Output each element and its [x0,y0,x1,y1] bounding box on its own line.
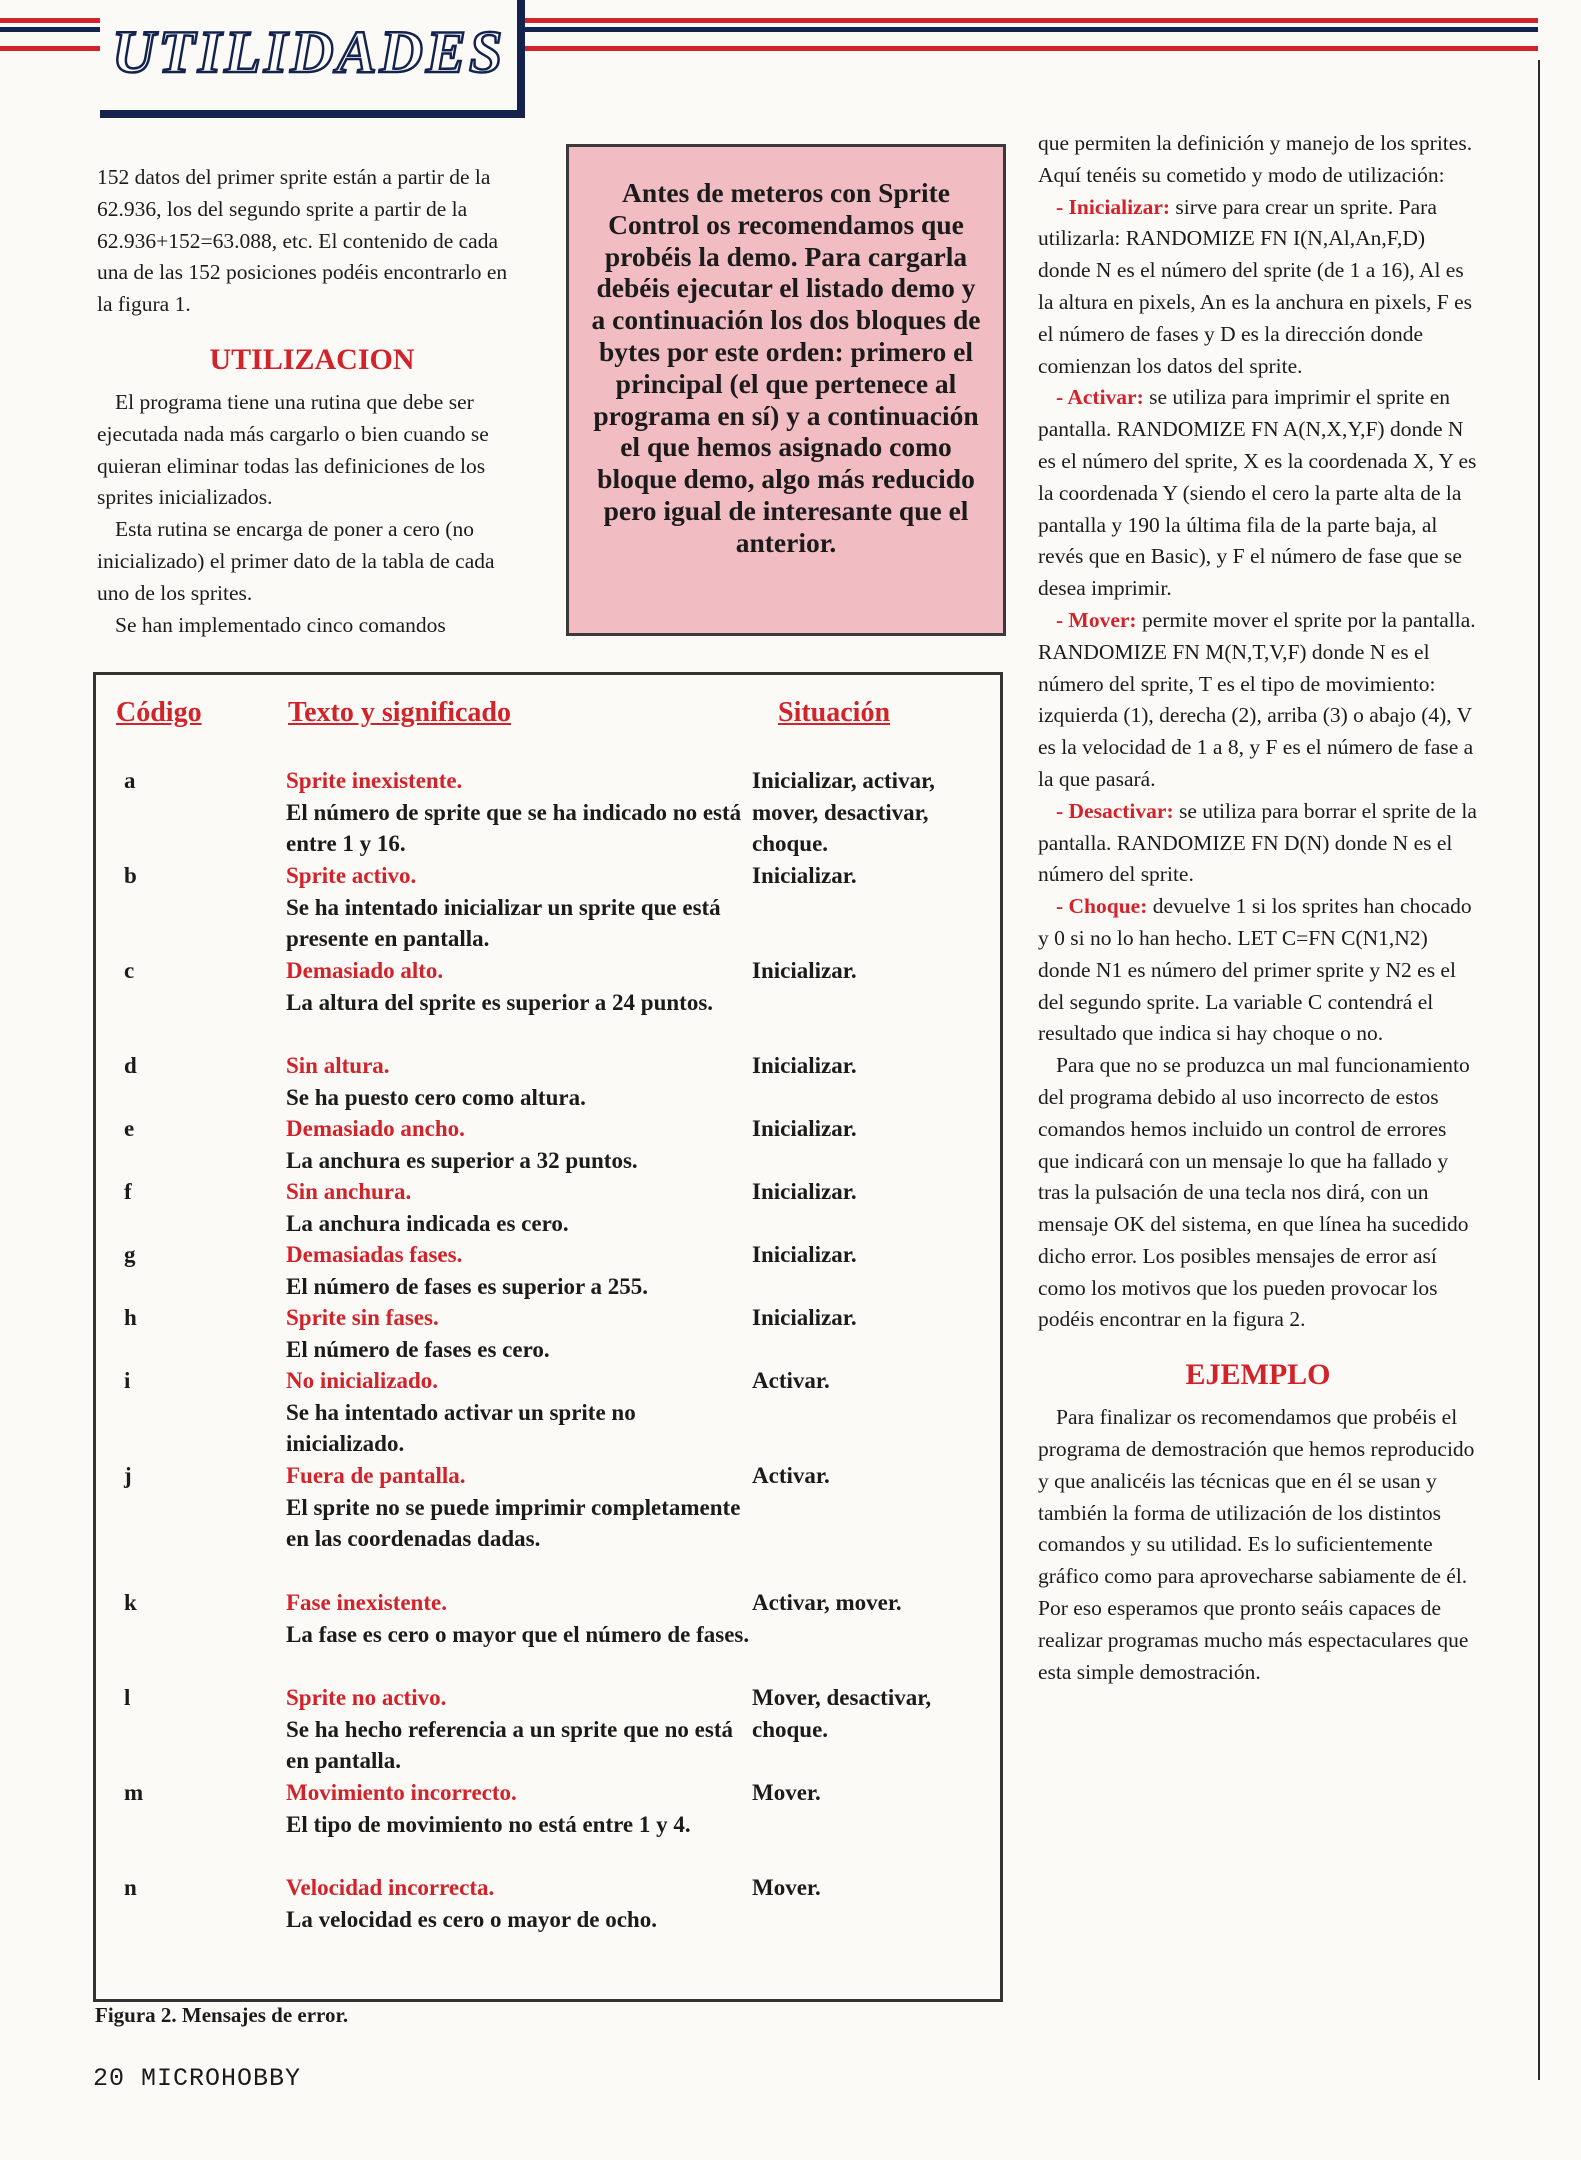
section-title: UTILIDADES [112,19,506,85]
row-situation: Inicializar, activar, mover, desactivar, choque. [752,768,935,857]
column-header-text: Texto y significado [288,697,511,728]
heading-utilizacion: UTILIZACION [209,342,415,376]
right-intro: que permiten la definición y manejo de los sprites. Aquí tenéis su cometido y modo de utilización: [1038,131,1473,187]
row-title: Demasiado ancho. [286,1116,465,1141]
paragraph: El programa tiene una rutina que debe ser ejecutada nada más cargarlo o bien cuando se quieran eliminar todas las definiciones de los sprites inicializados. [97,389,489,510]
row-desc: Se ha intentado inicializar un sprite que está presente en pantalla. [286,894,721,952]
command-choque [1038,891,1478,1050]
row-code: g [124,1242,136,1267]
row-title: Sprite no activo. [286,1685,447,1710]
command-name: - Desactivar: [1056,798,1174,823]
column-header-code: Código [116,697,202,728]
example-paragraph: Para finalizar os recomendamos que probéis el programa de demostración que hemos reproducido y que analicéis las técnicas que en él se usan y también la forma de utilización de los distintos comandos y su utilidad. Es lo suficientemente gráfico como para aprovecharse sabiamente de él. Por eso esperamos que pronto seáis capaces de realizar programas mucho más espectaculares que esta simple demostración. [1038,1405,1475,1684]
command-activar [1038,382,1478,605]
demo-note-box [566,144,1006,636]
row-code: j [124,1463,132,1488]
row-title: Sin anchura. [286,1179,412,1204]
row-code: c [124,958,135,983]
error-messages-table [93,672,1003,2002]
closing-paragraph: Para que no se produzca un mal funcionamiento del programa debido al uso incorrecto de estos comandos hemos incluido un control de errores que indicará con un mensaje lo que ha fallado y tras la pulsación de una tecla nos dirá, con un mensaje OK del sistema, en que línea ha sucedido dicho error. Los posibles mensajes de error así como los motivos que los pueden provocar los podéis encontrar en la figura 2. [1038,1053,1470,1332]
row-desc: Se ha hecho referencia a un sprite que no está en pantalla. [286,1716,733,1774]
row-code: d [124,1053,137,1078]
row-code: k [124,1590,137,1615]
row-title: Sprite activo. [286,863,417,888]
row-code: m [124,1780,144,1805]
row-title: Sprite sin fases. [286,1305,439,1330]
command-mover [1038,605,1478,796]
left-intro: 152 datos del primer sprite están a partir de la 62.936, los del segundo sprite a partir de la 62.936+152=63.088, etc. El contenido de cada una de las 152 posiciones podéis encontrarlo en la figura 1. [97,165,508,317]
row-situation: Mover. [752,1780,821,1805]
row-situation: Inicializar. [752,958,857,983]
row-situation: Activar, mover. [752,1590,902,1615]
row-desc: El tipo de movimiento no está entre 1 y 4. [286,1811,691,1837]
row-desc: La anchura indicada es cero. [286,1210,569,1236]
column-header-situation: Situación [778,697,891,728]
row-situation: Mover. [752,1875,821,1900]
row-desc: La altura del sprite es superior a 24 puntos. [286,989,714,1015]
row-code: n [124,1875,137,1900]
row-code: l [124,1685,131,1710]
row-situation: Inicializar. [752,1053,857,1078]
row-code: a [124,768,136,793]
command-name: - Inicializar: [1056,194,1171,219]
command-name: - Activar: [1056,385,1144,410]
row-desc: La fase es cero o mayor que el número de fases. [286,1621,750,1647]
row-desc: Se ha puesto cero como altura. [286,1084,586,1110]
left-column [97,162,527,641]
row-desc: La velocidad es cero o mayor de ocho. [286,1906,657,1932]
row-title: Demasiadas fases. [286,1242,463,1267]
row-situation: Inicializar. [752,1242,857,1267]
row-situation: Mover, desactivar, choque. [752,1685,932,1742]
command-inicializar [1038,192,1478,383]
command-text: devuelve 1 si los sprites han chocado y 0 si no lo han hecho. LET C=FN C(N1,N2) donde N1 es número del primer sprite y N2 es el del segundo sprite. La variable C contendrá el resultado que indica si hay choque o no. [1038,894,1472,1046]
row-title: Velocidad incorrecta. [286,1875,495,1900]
row-desc: El número de fases es superior a 255. [286,1273,649,1299]
row-situation: Inicializar. [752,1116,857,1141]
paragraph: Se han implementado cinco comandos [115,612,446,637]
row-desc: El número de fases es cero. [286,1336,550,1362]
command-text: permite mover el sprite por la pantalla. RANDOMIZE FN M(N,T,V,F) donde N es el número del sprite, T es el tipo de movimiento: izquierda (1), derecha (2), arriba (3) o abajo (4), V es la velocidad de 1 a 8, y F es el número de fase a la que pasará. [1038,607,1476,791]
row-code: f [124,1179,132,1204]
right-column [1038,128,1478,1688]
command-name: - Choque: [1056,894,1148,919]
command-name: - Mover: [1056,607,1137,632]
row-desc: El sprite no se puede imprimir completamente en las coordenadas dadas. [286,1494,741,1552]
command-text: se utiliza para borrar el sprite de la pantalla. RANDOMIZE FN D(N) donde N es el número del sprite. [1038,798,1477,887]
row-situation: Inicializar. [752,863,857,888]
row-code: b [124,863,137,888]
row-title: Sin altura. [286,1053,390,1078]
row-situation: Inicializar. [752,1305,857,1330]
row-situation: Activar. [752,1368,830,1393]
row-situation: Inicializar. [752,1179,857,1204]
row-desc: Se ha intentado activar un sprite no inicializado. [286,1399,636,1457]
heading-ejemplo: EJEMPLO [1185,1358,1331,1392]
row-code: i [124,1368,131,1393]
row-title: Demasiado alto. [286,958,444,983]
page-folio: 20 MICROHOBBY [93,2064,302,2093]
page-edge-rule [1538,60,1540,2080]
row-code: e [124,1116,135,1141]
command-text: se utiliza para imprimir el sprite en pantalla. RANDOMIZE FN A(N,X,Y,F) donde N es el número del sprite, X es la coordenada X, Y es la coordenada Y (siendo el cero la parte alta de la pantalla y 190 la última fila de la parte baja, al revés que en Basic), y F el número de fase que se desea imprimir. [1038,385,1477,601]
row-title: Sprite inexistente. [286,768,463,793]
figure-caption: Figura 2. Mensajes de error. [95,2003,349,2027]
demo-note-text: Antes de meteros con Sprite Control os recomendamos que probéis la demo. Para cargarla debéis ejecutar el listado demo y a continuación los dos bloques de bytes por este orden: primero el principal (el que pertenece al programa en sí) y a continuación el que hemos asignado como bloque demo, algo más reducido pero igual de interesante que el anterior. [591,177,981,558]
row-title: Fase inexistente. [286,1590,447,1615]
row-situation: Activar. [752,1463,830,1488]
row-desc: El número de sprite que se ha indicado no está entre 1 y 16. [286,799,742,857]
row-code: h [124,1305,137,1330]
row-title: No inicializado. [286,1368,439,1393]
row-title: Fuera de pantalla. [286,1463,466,1488]
paragraph: Esta rutina se encarga de poner a cero (no inicializado) el primer dato de la tabla de cada uno de los sprites. [97,517,495,605]
row-desc: La anchura es superior a 32 puntos. [286,1147,638,1173]
row-title: Movimiento incorrecto. [286,1780,517,1805]
command-text: sirve para crear un sprite. Para utilizarla: RANDOMIZE FN I(N,Al,An,F,D) donde N es el número del sprite (de 1 a 16), Al es la altura en pixels, An es la anchura en pixels, F es el número de fases y D es la dirección donde comienzan los datos del sprite. [1038,194,1473,378]
command-desactivar [1038,796,1478,891]
